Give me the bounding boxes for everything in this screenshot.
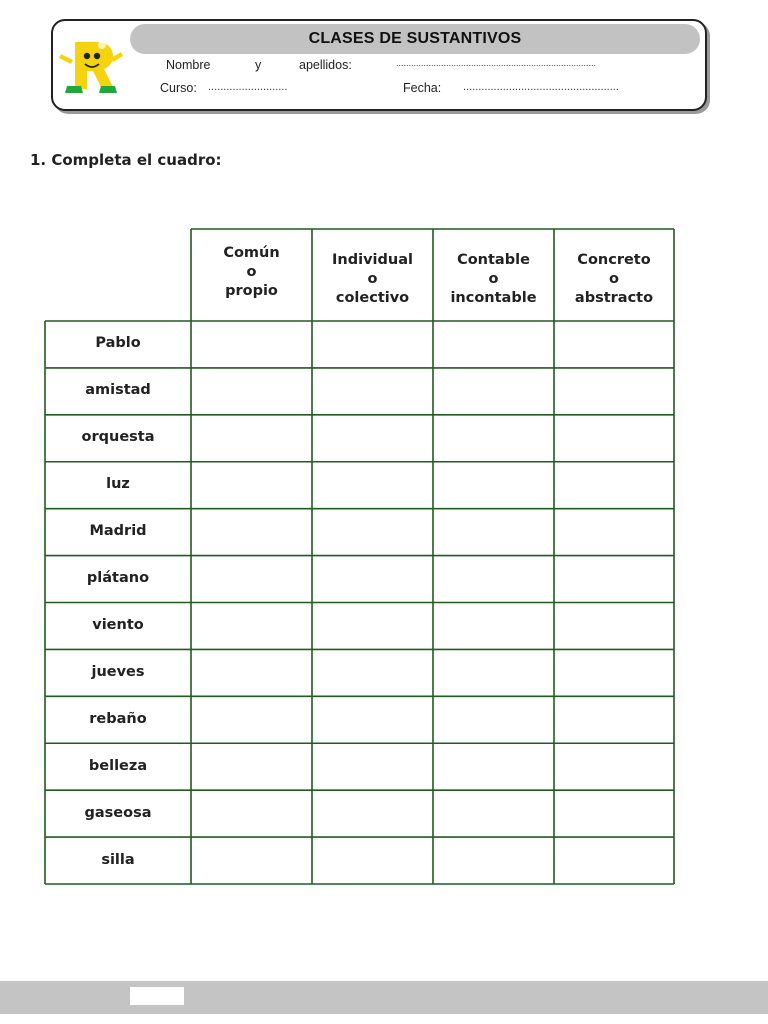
answer-cell[interactable] <box>435 698 552 741</box>
column-header-line3: abstracto <box>574 290 654 306</box>
answer-cell[interactable] <box>556 839 672 882</box>
answer-cell[interactable] <box>193 698 310 741</box>
row-label: plátano <box>86 570 150 587</box>
name-conjunction: y <box>255 58 262 72</box>
course-field[interactable]: .......................... <box>208 81 288 93</box>
answer-cell[interactable] <box>435 323 552 366</box>
answer-cell[interactable] <box>435 651 552 694</box>
answer-cell[interactable] <box>314 792 431 835</box>
column-header-line3: incontable <box>450 290 537 306</box>
answer-cell[interactable] <box>314 698 431 741</box>
column-header <box>191 244 312 301</box>
answer-cell[interactable] <box>193 839 310 882</box>
answer-cell[interactable] <box>193 511 310 554</box>
answer-cell[interactable] <box>435 417 552 460</box>
answer-cell[interactable] <box>193 558 310 601</box>
instruction-text: 1. Completa el cuadro: <box>30 151 222 169</box>
name-label: Nombre <box>166 58 211 72</box>
answer-cell[interactable] <box>193 370 310 413</box>
row-label: jueves <box>91 663 145 680</box>
column-header-line2: o <box>609 271 619 287</box>
answer-cell[interactable] <box>556 464 672 507</box>
answer-cell[interactable] <box>193 417 310 460</box>
column-header <box>312 251 433 308</box>
column-header-line1: Común <box>223 245 280 261</box>
answer-cell[interactable] <box>314 370 431 413</box>
column-header <box>554 251 674 308</box>
answer-cell[interactable] <box>193 323 310 366</box>
answer-cell[interactable] <box>556 417 672 460</box>
worksheet-title: CLASES DE SUSTANTIVOS <box>130 24 700 54</box>
answer-cell[interactable] <box>314 558 431 601</box>
answer-cell[interactable] <box>556 323 672 366</box>
date-field[interactable]: ................................................... <box>463 81 619 93</box>
row-label: silla <box>101 851 135 868</box>
row-label: viento <box>92 616 144 633</box>
answer-cell[interactable] <box>556 511 672 554</box>
column-header-line3: propio <box>225 283 278 299</box>
answer-cell[interactable] <box>556 370 672 413</box>
row-label: gaseosa <box>84 804 152 821</box>
column-header-line1: Individual <box>332 252 413 268</box>
row-label: amistad <box>85 382 151 399</box>
column-header-line1: Contable <box>457 252 530 268</box>
answer-cell[interactable] <box>193 464 310 507</box>
answer-cell[interactable] <box>435 464 552 507</box>
footer-page-box <box>130 987 184 1005</box>
answer-cell[interactable] <box>193 605 310 648</box>
answer-cell[interactable] <box>314 839 431 882</box>
answer-cell[interactable] <box>435 605 552 648</box>
answer-cell[interactable] <box>435 511 552 554</box>
answer-cell[interactable] <box>314 417 431 460</box>
answer-cell[interactable] <box>314 464 431 507</box>
header-card <box>51 19 707 111</box>
row-label: belleza <box>88 757 148 774</box>
answer-cell[interactable] <box>556 745 672 788</box>
answer-cell[interactable] <box>314 511 431 554</box>
answer-cell[interactable] <box>556 792 672 835</box>
column-header-line2: o <box>488 271 499 287</box>
name-field[interactable]: ................................................................................ <box>396 58 597 68</box>
date-label: Fecha: <box>403 81 442 95</box>
row-label: Madrid <box>89 523 147 540</box>
answer-cell[interactable] <box>435 558 552 601</box>
letter-r-mascot-icon <box>57 36 125 98</box>
answer-cell[interactable] <box>556 698 672 741</box>
row-label: orquesta <box>81 429 155 446</box>
column-header <box>433 251 554 308</box>
answer-cell[interactable] <box>435 792 552 835</box>
column-header-line2: o <box>246 264 257 280</box>
answer-cell[interactable] <box>435 839 552 882</box>
column-header-line1: Concreto <box>577 252 651 268</box>
answer-cell[interactable] <box>314 745 431 788</box>
answer-cell[interactable] <box>556 605 672 648</box>
answer-cell[interactable] <box>435 745 552 788</box>
answer-cell[interactable] <box>314 605 431 648</box>
answer-cell[interactable] <box>435 370 552 413</box>
answer-cell[interactable] <box>193 745 310 788</box>
answer-cell[interactable] <box>314 651 431 694</box>
course-label: Curso: <box>160 81 197 95</box>
answer-cell[interactable] <box>314 323 431 366</box>
column-header-line2: o <box>367 271 378 287</box>
answer-cell[interactable] <box>193 792 310 835</box>
answer-cell[interactable] <box>556 558 672 601</box>
column-header-line3: colectivo <box>335 290 410 306</box>
row-label: luz <box>106 476 130 493</box>
answer-cell[interactable] <box>556 651 672 694</box>
answer-cell[interactable] <box>193 651 310 694</box>
surname-label: apellidos: <box>299 58 352 72</box>
row-label: rebaño <box>89 710 147 727</box>
footer-bar <box>0 981 768 1014</box>
row-label: Pablo <box>95 335 141 352</box>
